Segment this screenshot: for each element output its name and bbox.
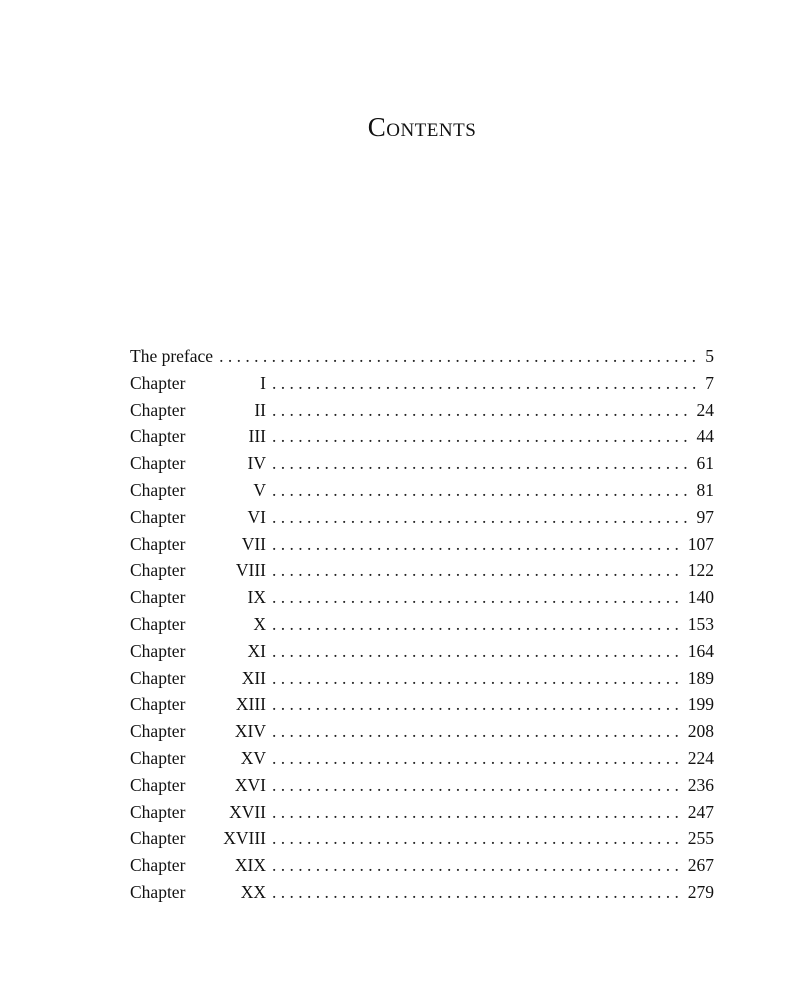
toc-page-number: 224: [687, 747, 714, 768]
toc-page-number: 255: [687, 828, 714, 849]
toc-entry-chapter[interactable]: [130, 825, 714, 852]
chapter-word: Chapter: [130, 640, 186, 661]
toc-entry-chapter[interactable]: [130, 772, 714, 799]
toc-entry-chapter[interactable]: [130, 477, 714, 504]
chapter-word: Chapter: [130, 399, 186, 420]
dot-leader: [272, 879, 684, 906]
toc-entry-chapter[interactable]: [130, 504, 714, 531]
chapter-word: Chapter: [130, 828, 186, 849]
chapter-number: XI: [247, 640, 266, 661]
toc-page-number: 164: [687, 640, 714, 661]
chapter-word: Chapter: [130, 533, 186, 554]
dot-leader: [272, 557, 684, 584]
table-of-contents: [130, 343, 714, 906]
chapter-number: VIII: [235, 560, 266, 581]
chapter-word: Chapter: [130, 801, 186, 822]
dot-leader: [272, 852, 684, 879]
toc-entry-chapter[interactable]: [130, 718, 714, 745]
dot-leader: [272, 691, 684, 718]
chapter-number: X: [253, 613, 266, 634]
chapter-number: XV: [240, 747, 266, 768]
toc-page-number: 5: [705, 346, 714, 366]
chapter-number: XVII: [229, 801, 266, 822]
toc-entry-chapter[interactable]: [130, 852, 714, 879]
toc-page-number: 208: [687, 721, 714, 742]
chapter-word: Chapter: [130, 747, 186, 768]
chapter-number: II: [254, 399, 266, 420]
chapter-word: Chapter: [130, 506, 186, 527]
toc-page-number: 44: [696, 426, 714, 447]
dot-leader: [272, 531, 684, 558]
toc-entry-chapter[interactable]: [130, 691, 714, 718]
chapter-word: Chapter: [130, 587, 186, 608]
chapter-number: XIII: [235, 694, 266, 715]
dot-leader: [272, 772, 684, 799]
chapter-number: XIX: [234, 855, 266, 876]
toc-entry-chapter[interactable]: [130, 370, 714, 397]
toc-page-number: 279: [687, 881, 714, 902]
chapter-number: V: [253, 479, 266, 500]
chapter-number: IX: [247, 587, 266, 608]
chapter-number: IV: [247, 453, 266, 474]
dot-leader: [272, 718, 684, 745]
dot-leader: [272, 397, 693, 424]
dot-leader: [272, 825, 684, 852]
toc-entry-chapter[interactable]: [130, 611, 714, 638]
chapter-number: XVI: [234, 774, 266, 795]
toc-entry-chapter[interactable]: [130, 665, 714, 692]
chapter-word: Chapter: [130, 453, 186, 474]
toc-entry-label: The preface: [130, 346, 214, 366]
toc-page-number: 153: [687, 613, 714, 634]
toc-entry-chapter[interactable]: [130, 557, 714, 584]
toc-page-number: 122: [687, 560, 714, 581]
chapter-word: Chapter: [130, 560, 186, 581]
chapter-number: III: [248, 426, 266, 447]
toc-entry-chapter[interactable]: [130, 799, 714, 826]
toc-page-number: 247: [687, 801, 714, 822]
dot-leader: [272, 638, 684, 665]
toc-entry-chapter[interactable]: [130, 423, 714, 450]
chapter-word: Chapter: [130, 372, 186, 393]
toc-entry-chapter[interactable]: [130, 450, 714, 477]
toc-page-number: 267: [687, 855, 714, 876]
chapter-number: VI: [247, 506, 266, 527]
dot-leader: [272, 745, 684, 772]
toc-page-number: 199: [687, 694, 714, 715]
toc-entry-chapter[interactable]: [130, 531, 714, 558]
dot-leader: [272, 370, 701, 397]
dot-leader: [272, 504, 693, 531]
toc-page-number: 189: [687, 667, 714, 688]
page-title: Contents: [367, 112, 477, 142]
chapter-word: Chapter: [130, 774, 186, 795]
toc-page-number: 81: [696, 479, 714, 500]
toc-entry-chapter[interactable]: [130, 638, 714, 665]
toc-entry-chapter[interactable]: [130, 879, 714, 906]
dot-leader: [219, 343, 701, 370]
chapter-word: Chapter: [130, 855, 186, 876]
chapter-word: Chapter: [130, 479, 186, 500]
toc-page-number: 61: [696, 453, 714, 474]
chapter-word: Chapter: [130, 694, 186, 715]
chapter-number: VII: [241, 533, 266, 554]
toc-page-number: 7: [705, 372, 714, 393]
toc-page-number: 24: [696, 399, 714, 420]
chapter-number: I: [260, 372, 266, 393]
toc-entry-preface[interactable]: [130, 343, 714, 370]
toc-page-number: 107: [687, 533, 714, 554]
dot-leader: [272, 665, 684, 692]
toc-entry-chapter[interactable]: [130, 397, 714, 424]
chapter-word: Chapter: [130, 667, 186, 688]
dot-leader: [272, 611, 684, 638]
chapter-word: Chapter: [130, 613, 186, 634]
dot-leader: [272, 450, 693, 477]
chapter-word: Chapter: [130, 881, 186, 902]
toc-page-number: 97: [696, 506, 714, 527]
chapter-number: XII: [241, 667, 266, 688]
chapter-number: XIV: [234, 721, 266, 742]
chapter-word: Chapter: [130, 721, 186, 742]
toc-entry-chapter[interactable]: [130, 584, 714, 611]
dot-leader: [272, 477, 693, 504]
toc-page-number: 140: [687, 587, 714, 608]
dot-leader: [272, 584, 684, 611]
chapter-number: XX: [240, 881, 266, 902]
dot-leader: [272, 799, 684, 826]
dot-leader: [272, 423, 693, 450]
chapter-number: XVIII: [223, 828, 266, 849]
toc-page-number: 236: [687, 774, 714, 795]
chapter-word: Chapter: [130, 426, 186, 447]
toc-entry-chapter[interactable]: [130, 745, 714, 772]
